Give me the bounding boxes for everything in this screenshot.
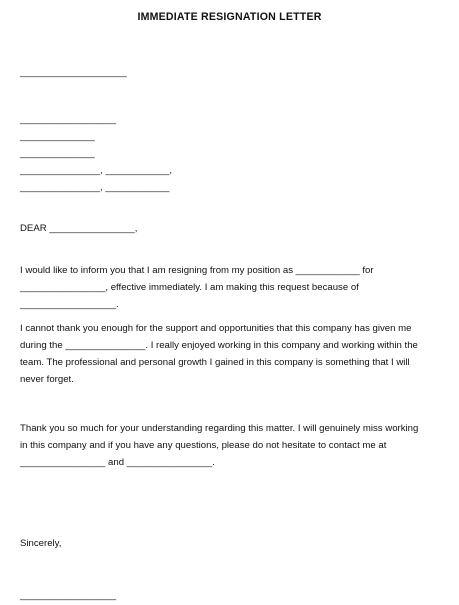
address-line-5: _______________, ____________ xyxy=(20,182,170,193)
address-line-2: ______________ xyxy=(20,131,95,142)
paragraph-line: I would like to inform you that I am resigning from my position as ____________ for xyxy=(20,265,374,276)
paragraph-line: during the _______________. I really enjoyed working in this company and working within the xyxy=(20,340,418,351)
salutation: DEAR ________________, xyxy=(20,223,138,234)
address-line-1: __________________ xyxy=(20,114,117,125)
letter-title: IMMEDIATE RESIGNATION LETTER xyxy=(137,11,322,23)
paragraph-line: team. The professional and personal growth I gained in this company is something that I will xyxy=(20,357,410,368)
paragraph-resignation xyxy=(20,262,450,313)
address-line-4: _______________, ____________, xyxy=(20,165,173,176)
paragraph-line: ________________ and ________________. xyxy=(20,457,215,468)
paragraph-line: __________________. xyxy=(20,299,119,310)
paragraph-line: I cannot thank you enough for the support and opportunities that this company has given me xyxy=(20,323,412,334)
paragraph-contact xyxy=(20,420,450,471)
paragraph-line: ________________, effective immediately. I am making this request because of xyxy=(20,282,359,293)
paragraph-line: in this company and if you have any questions, please do not hesitate to contact me at xyxy=(20,440,387,451)
date-blank: ____________________ xyxy=(20,67,127,78)
paragraph-line: Thank you so much for your understanding regarding this matter. I will genuinely miss working xyxy=(20,423,419,434)
signature-blank: __________________ xyxy=(20,590,117,601)
paragraph-line: never forget. xyxy=(20,374,74,385)
paragraph-thanks xyxy=(20,320,450,388)
closing: Sincerely, xyxy=(20,538,62,549)
address-line-3: ______________ xyxy=(20,148,95,159)
